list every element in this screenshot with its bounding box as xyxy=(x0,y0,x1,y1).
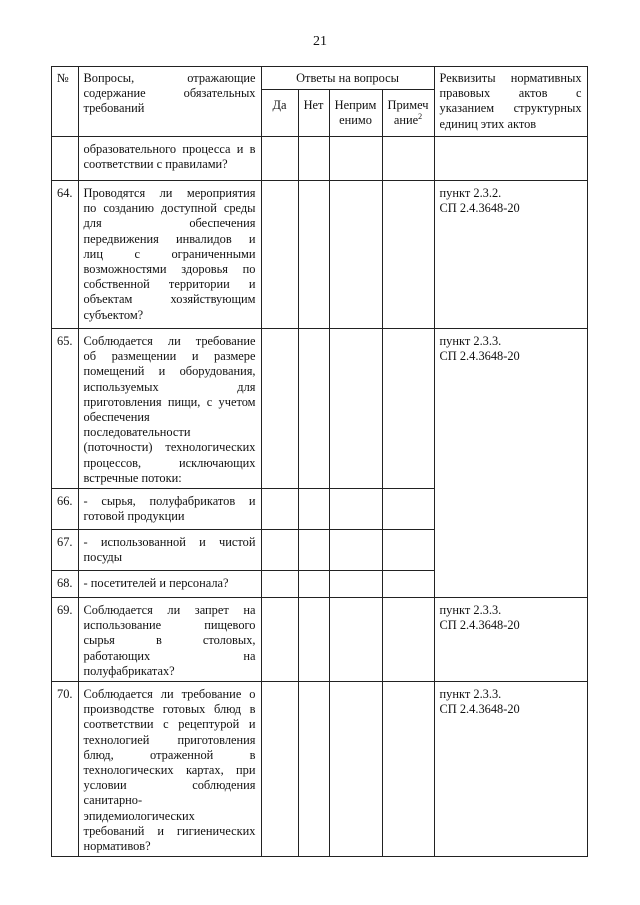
row-question-line: Соблюдается ли запрет на xyxy=(83,603,256,618)
header-note-text: ание xyxy=(393,113,419,128)
row-question-line: полуфабрикатах? xyxy=(83,663,175,678)
answer-no-cell[interactable] xyxy=(298,329,329,489)
row-question xyxy=(78,530,261,571)
row-question-line: образовательного процесса и в xyxy=(83,142,256,156)
header-number: № xyxy=(52,67,79,137)
answer-not-applicable-cell[interactable] xyxy=(329,682,382,857)
answer-yes-cell[interactable] xyxy=(261,682,298,857)
row-number: 70. xyxy=(52,682,79,857)
header-references-line: единиц этих актов xyxy=(439,116,537,131)
table-row xyxy=(52,598,588,682)
row-question xyxy=(78,489,261,530)
row-question-line: сырья в столовых, xyxy=(83,633,256,648)
answer-yes-cell[interactable] xyxy=(261,329,298,489)
row-reference xyxy=(434,598,587,682)
table-row xyxy=(52,682,588,857)
row-number: 69. xyxy=(52,598,79,682)
row-question-line: последовательности xyxy=(83,425,191,440)
row-question-line: эпидемиологических xyxy=(83,808,195,823)
header-na-line: енимо xyxy=(339,113,372,128)
table-row xyxy=(52,137,588,181)
row-question-line: используемых для xyxy=(83,379,256,394)
row-reference-line: СП 2.4.3648-20 xyxy=(439,618,520,633)
row-question-line: об размещении и размере xyxy=(83,349,256,364)
answer-no-cell[interactable] xyxy=(298,137,329,181)
row-question-line: технологических картах, при xyxy=(83,763,256,778)
row-question-line: нормативов? xyxy=(83,839,151,854)
table-body xyxy=(52,137,588,857)
header-yes: Да xyxy=(261,90,298,137)
answer-note-cell[interactable] xyxy=(382,181,434,329)
answer-no-cell[interactable] xyxy=(298,598,329,682)
row-reference-line: пункт 2.3.2. xyxy=(439,186,502,200)
row-question-line: - использованной и чистой xyxy=(83,535,256,550)
row-number: 68. xyxy=(52,571,79,598)
answer-not-applicable-cell[interactable] xyxy=(329,530,382,571)
answer-not-applicable-cell[interactable] xyxy=(329,571,382,598)
header-note-line xyxy=(388,113,429,128)
header-not-applicable xyxy=(329,90,382,137)
answer-note-cell[interactable] xyxy=(382,598,434,682)
row-question-line: обеспечения xyxy=(83,410,150,425)
row-question-line: работающих на xyxy=(83,648,256,663)
row-question-line: соответствии с рецептурой и xyxy=(83,717,256,732)
row-question-line: приготовления пищи, с учетом xyxy=(83,394,256,409)
row-question xyxy=(78,181,261,329)
row-reference-line: пункт 2.3.3. xyxy=(439,603,502,618)
row-question-line: посуды xyxy=(83,550,123,565)
page-number: 21 xyxy=(313,34,327,49)
row-question-line: (поточности) технологических xyxy=(83,440,256,455)
answer-note-cell[interactable] xyxy=(382,682,434,857)
row-question-line: Соблюдается ли требование о xyxy=(83,687,256,702)
row-reference-line: СП 2.4.3648-20 xyxy=(439,349,520,364)
answer-yes-cell[interactable] xyxy=(261,489,298,530)
row-question-line: по созданию доступной среды xyxy=(83,201,256,216)
row-question-line: Соблюдается ли требование xyxy=(83,334,256,348)
answer-no-cell[interactable] xyxy=(298,489,329,530)
header-questions-line: Вопросы, отражающие xyxy=(83,71,256,85)
row-reference xyxy=(434,137,587,181)
row-question-line: условии соблюдения xyxy=(83,778,256,793)
header-references-line: правовых актов с xyxy=(439,86,582,101)
row-question-line: собственной территории и xyxy=(83,277,256,292)
answer-yes-cell[interactable] xyxy=(261,598,298,682)
row-question xyxy=(78,571,261,598)
row-reference xyxy=(434,682,587,857)
row-question-line: требований и гигиенических xyxy=(83,823,256,838)
header-note-footnote-mark: 2 xyxy=(418,112,423,122)
requirements-checklist-table xyxy=(51,66,588,857)
row-number xyxy=(52,137,79,181)
header-answers: Ответы на вопросы xyxy=(261,67,434,90)
header-references-line: указанием структурных xyxy=(439,101,582,116)
answer-yes-cell[interactable] xyxy=(261,137,298,181)
row-question-line: санитарно- xyxy=(83,793,143,808)
row-question-line: технологией приготовления xyxy=(83,732,256,747)
row-question-line: - посетителей и персонала? xyxy=(83,576,229,591)
row-number: 67. xyxy=(52,530,79,571)
row-number: 64. xyxy=(52,181,79,329)
header-questions-line: содержание обязательных xyxy=(83,86,256,101)
answer-not-applicable-cell[interactable] xyxy=(329,329,382,489)
row-question-line: соответствии с правилами? xyxy=(83,157,228,172)
answer-yes-cell[interactable] xyxy=(261,530,298,571)
answer-not-applicable-cell[interactable] xyxy=(329,598,382,682)
answer-no-cell[interactable] xyxy=(298,530,329,571)
row-question-line: Проводятся ли мероприятия xyxy=(83,186,256,200)
row-reference-line: пункт 2.3.3. xyxy=(439,687,502,702)
row-question xyxy=(78,682,261,857)
row-question-line: процессов, исключающих xyxy=(83,455,256,470)
answer-yes-cell[interactable] xyxy=(261,571,298,598)
header-references-line: Реквизиты нормативных xyxy=(439,71,582,85)
header-questions xyxy=(78,67,261,137)
header-na-line: Неприм xyxy=(334,98,377,112)
row-number: 65. xyxy=(52,329,79,489)
header-note xyxy=(382,90,434,137)
answer-note-cell[interactable] xyxy=(382,489,434,530)
row-question xyxy=(78,598,261,682)
row-question-line: лиц с ограниченными xyxy=(83,246,256,261)
row-reference xyxy=(434,181,587,329)
table-row xyxy=(52,329,588,489)
answer-not-applicable-cell[interactable] xyxy=(329,137,382,181)
answer-no-cell[interactable] xyxy=(298,571,329,598)
row-question-line: - сырья, полуфабрикатов и xyxy=(83,494,256,509)
answer-note-cell[interactable] xyxy=(382,329,434,489)
header-no: Нет xyxy=(298,90,329,137)
row-question xyxy=(78,137,261,181)
row-question-line: встречные потоки: xyxy=(83,470,182,485)
row-question-line: помещений и оборудования, xyxy=(83,364,256,379)
row-question-line: производстве готовых блюд в xyxy=(83,702,256,717)
answer-not-applicable-cell[interactable] xyxy=(329,181,382,329)
header-references xyxy=(434,67,587,137)
row-reference xyxy=(434,329,587,598)
answer-note-cell[interactable] xyxy=(382,571,434,598)
table-row xyxy=(52,181,588,329)
row-question-line: использование пищевого xyxy=(83,618,256,633)
row-question-line: для обеспечения xyxy=(83,216,256,231)
answer-no-cell[interactable] xyxy=(298,682,329,857)
row-question xyxy=(78,329,261,489)
answer-no-cell[interactable] xyxy=(298,181,329,329)
answer-note-cell[interactable] xyxy=(382,137,434,181)
header-note-line: Примеч xyxy=(387,98,429,112)
answer-yes-cell[interactable] xyxy=(261,181,298,329)
row-question-line: возможностями здоровья по xyxy=(83,262,256,277)
row-question-line: передвижения инвалидов и xyxy=(83,231,256,246)
header-questions-line: требований xyxy=(83,101,145,116)
row-question-line: блюд, отраженной в xyxy=(83,747,256,762)
answer-not-applicable-cell[interactable] xyxy=(329,489,382,530)
table-header-row xyxy=(52,67,588,90)
row-reference-line: пункт 2.3.3. xyxy=(439,334,502,348)
answer-note-cell[interactable] xyxy=(382,530,434,571)
row-number: 66. xyxy=(52,489,79,530)
row-reference-line: СП 2.4.3648-20 xyxy=(439,702,520,717)
row-question-line: объектам хозяйствующим xyxy=(83,292,256,307)
row-question-line: субъектом? xyxy=(83,307,144,322)
row-question-line: готовой продукции xyxy=(83,509,185,524)
row-reference-line: СП 2.4.3648-20 xyxy=(439,201,520,216)
